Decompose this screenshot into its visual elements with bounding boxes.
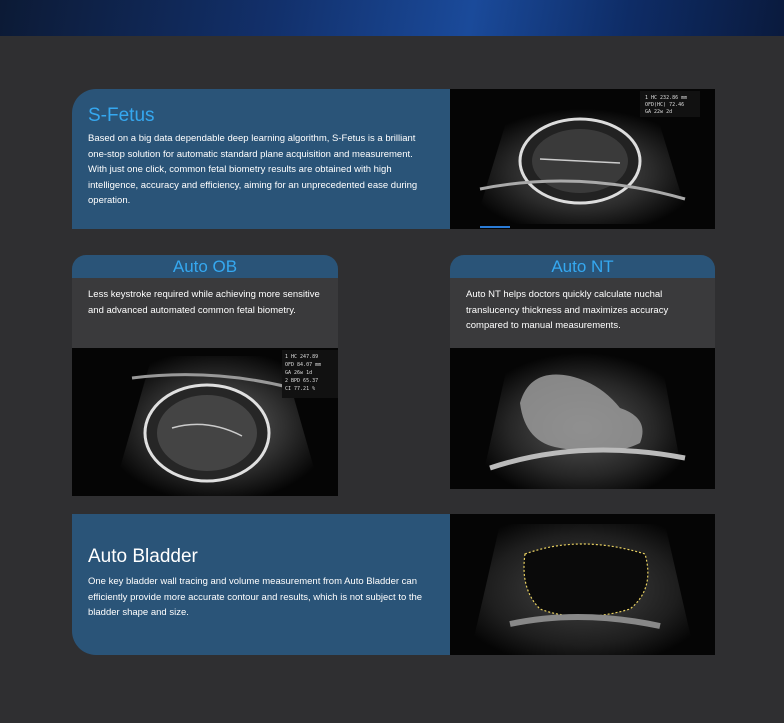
auto-ob-description: Less keystroke required while achieving more sensitive and advanced automated common fetal biometry.: [72, 278, 338, 348]
top-banner: [0, 0, 784, 36]
auto-nt-title: Auto NT: [450, 255, 715, 278]
auto-ob-ultrasound-image: [72, 348, 338, 496]
svg-text:CI 77.21 %: CI 77.21 %: [285, 386, 316, 392]
auto-nt-ultrasound-image: [450, 348, 715, 489]
auto-bladder-title: Auto Bladder: [88, 546, 198, 567]
auto-bladder-ultrasound-image: [450, 514, 715, 655]
svg-text:1 HC 232.86 mm: 1 HC 232.86 mm: [645, 95, 688, 101]
sfetus-ultrasound-image: [450, 89, 715, 229]
auto-bladder-panel: [72, 514, 450, 655]
svg-text:OFD 84.07 mm: OFD 84.07 mm: [285, 362, 322, 368]
svg-text:1 HC 247.89: 1 HC 247.89: [285, 354, 319, 360]
sfetus-panel: [72, 89, 450, 229]
svg-text:2 BPD 65.37: 2 BPD 65.37: [285, 378, 319, 384]
svg-text:GA 22w 2d: GA 22w 2d: [645, 109, 673, 115]
sfetus-title: S-Fetus: [88, 105, 155, 126]
auto-nt-description: Auto NT helps doctors quickly calculate nuchal translucency thickness and maximizes accuracy compared to manual measurements.: [450, 278, 715, 348]
sfetus-description: Based on a big data dependable deep learning algorithm, S-Fetus is a brilliant one-stop solution for automatic standard plane acquisition and measurement. With just one click, common fetal biometry results are obtained with high intelligence, accuracy and efficiency, aiming for an unprecedented ease during operation.: [88, 133, 418, 206]
svg-text:GA 26w 1d: GA 26w 1d: [285, 370, 313, 376]
auto-bladder-description: One key bladder wall tracing and volume measurement from Auto Bladder can efficiently provide more accurate contour and results, which is not subject to the bladder shape and size.: [88, 576, 423, 618]
auto-ob-title: Auto OB: [72, 255, 338, 278]
svg-text:OFD(HC) 72.46: OFD(HC) 72.46: [645, 102, 685, 108]
